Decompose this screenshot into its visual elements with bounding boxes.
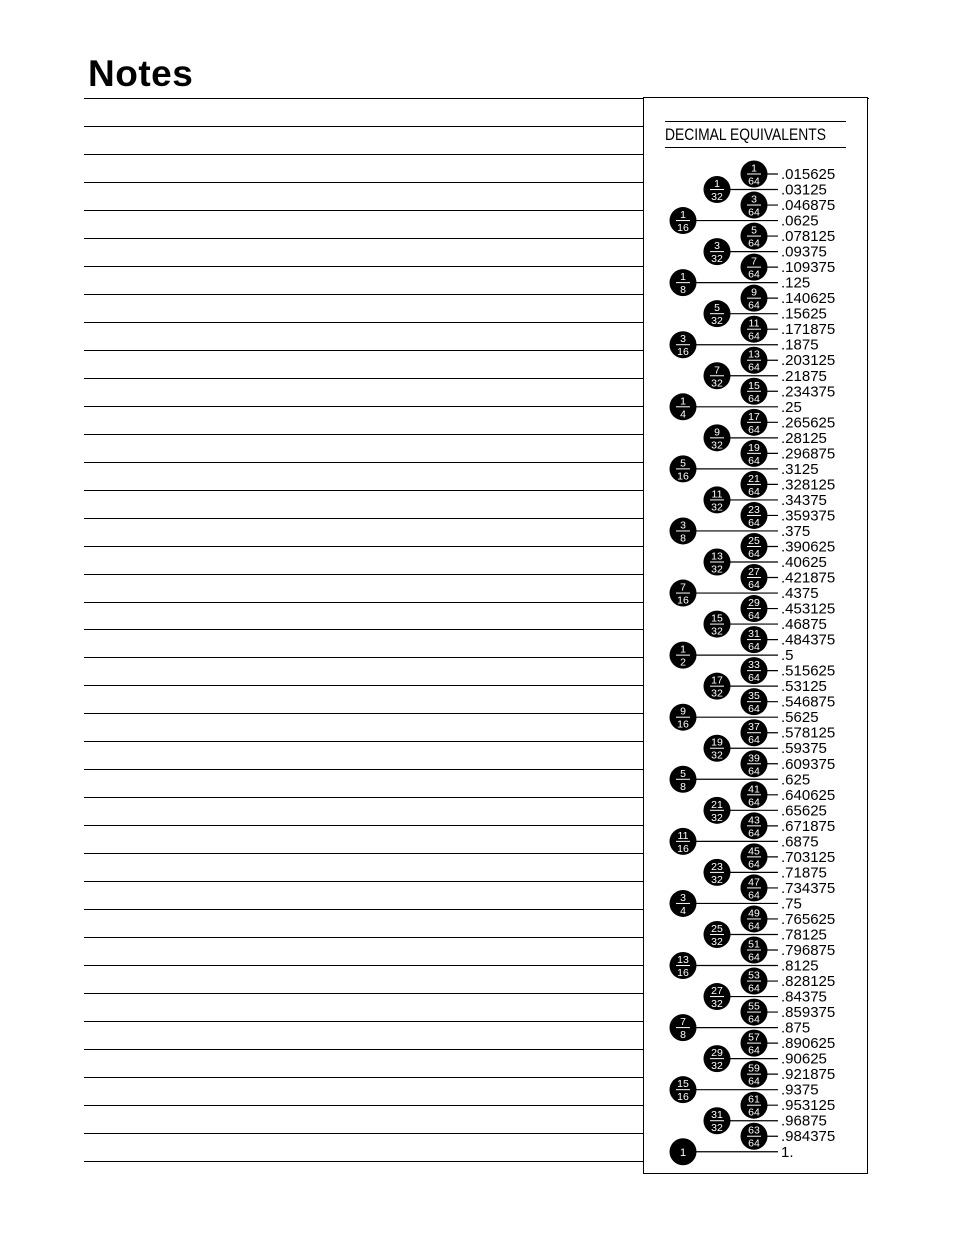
fraction-numerator: 1 — [680, 209, 686, 222]
fraction-denominator: 64 — [748, 827, 760, 840]
decimal-value: .703125 — [781, 848, 836, 866]
decimal-value: .078125 — [781, 228, 836, 246]
decimal-value: .546875 — [781, 693, 836, 711]
fraction-denominator: 64 — [748, 765, 760, 778]
fraction-numerator: 13 — [711, 550, 723, 563]
decimal-value: .390625 — [781, 538, 836, 556]
fraction-numerator: 55 — [748, 1000, 760, 1013]
decimal-value: .5625 — [781, 709, 819, 727]
fraction-numerator: 57 — [748, 1031, 760, 1044]
decimal-value: .453125 — [781, 600, 836, 618]
fraction-denominator: 64 — [748, 641, 760, 654]
fraction-numerator: 23 — [748, 503, 760, 516]
decimal-value: .1875 — [781, 336, 819, 354]
fraction-denominator: 16 — [677, 470, 689, 483]
fraction-denominator: 32 — [711, 873, 723, 886]
decimal-value: .15625 — [781, 305, 827, 323]
fraction-numerator: 51 — [748, 938, 760, 951]
fraction-numerator: 1 — [714, 178, 720, 191]
decimal-value: .625 — [781, 771, 811, 789]
whole-number: 1 — [679, 1146, 687, 1159]
fraction-numerator: 37 — [748, 721, 760, 734]
fraction-denominator: 64 — [748, 703, 760, 716]
fraction-denominator: 64 — [748, 672, 760, 685]
fraction-numerator: 11 — [748, 317, 760, 330]
decimal-value: .859375 — [781, 1004, 836, 1022]
fraction-denominator: 32 — [711, 625, 723, 638]
fraction-denominator: 64 — [748, 1137, 760, 1150]
decimal-value: .03125 — [781, 181, 827, 199]
decimal-value: .765625 — [781, 910, 836, 928]
fraction-denominator: 64 — [748, 796, 760, 809]
fraction-denominator: 64 — [748, 392, 760, 405]
fraction-numerator: 3 — [714, 240, 720, 253]
decimal-value: .734375 — [781, 879, 836, 897]
fraction-numerator: 7 — [751, 255, 757, 268]
fraction-denominator: 64 — [748, 423, 760, 436]
decimal-value: .046875 — [781, 197, 836, 215]
decimal-value: .015625 — [781, 166, 836, 183]
fraction-numerator: 7 — [680, 1016, 686, 1029]
decimal-value: .75 — [781, 895, 802, 913]
fraction-numerator: 43 — [748, 814, 760, 827]
decimal-value: .265625 — [781, 414, 836, 432]
fraction-denominator: 64 — [748, 485, 760, 498]
page-title: Notes — [88, 53, 194, 94]
decimal-value: .96875 — [781, 1112, 827, 1130]
decimal-value: .6875 — [781, 833, 819, 851]
decimal-value: .8125 — [781, 957, 819, 975]
fraction-numerator: 33 — [748, 659, 760, 672]
decimal-value: .5 — [781, 647, 794, 665]
fraction-numerator: 11 — [711, 488, 723, 501]
decimal-value: .46875 — [781, 616, 827, 634]
fraction-numerator: 13 — [677, 954, 689, 967]
fraction-denominator: 16 — [677, 967, 689, 980]
fraction-denominator: 32 — [711, 253, 723, 266]
decimal-value: .609375 — [781, 755, 836, 773]
fraction-denominator: 32 — [711, 377, 723, 390]
fraction-numerator: 29 — [711, 1047, 723, 1060]
fraction-numerator: 63 — [748, 1124, 760, 1137]
fraction-denominator: 64 — [748, 951, 760, 964]
fraction-denominator: 8 — [680, 1029, 686, 1042]
fraction-denominator: 64 — [748, 330, 760, 343]
fraction-numerator: 21 — [748, 472, 760, 485]
fraction-denominator: 64 — [748, 858, 760, 871]
fraction-numerator: 61 — [748, 1093, 760, 1106]
fraction-numerator: 31 — [711, 1109, 723, 1122]
fraction-denominator: 64 — [748, 982, 760, 995]
fraction-denominator: 64 — [748, 547, 760, 560]
fraction-denominator: 16 — [677, 346, 689, 359]
fraction-numerator: 19 — [748, 441, 760, 454]
fraction-denominator: 8 — [680, 780, 686, 793]
fraction-numerator: 19 — [711, 736, 723, 749]
fraction-denominator: 8 — [680, 532, 686, 545]
decimal-value: .71875 — [781, 864, 827, 882]
fraction-denominator: 16 — [677, 222, 689, 235]
fraction-denominator: 64 — [748, 579, 760, 592]
fraction-denominator: 32 — [711, 811, 723, 824]
decimal-value: .890625 — [781, 1035, 836, 1053]
fraction-numerator: 11 — [677, 829, 689, 842]
fraction-numerator: 47 — [748, 876, 760, 889]
fraction-denominator: 64 — [748, 454, 760, 467]
decimal-value: .328125 — [781, 476, 836, 494]
fraction-numerator: 3 — [680, 519, 686, 532]
decimal-value: .953125 — [781, 1097, 836, 1115]
fraction-denominator: 32 — [711, 1122, 723, 1135]
fraction-denominator: 32 — [711, 1060, 723, 1073]
fraction-numerator: 3 — [751, 193, 757, 206]
decimal-value: .78125 — [781, 926, 827, 944]
fraction-numerator: 1 — [680, 271, 686, 284]
decimal-value: .09375 — [781, 243, 827, 261]
decimal-value: .34375 — [781, 491, 827, 509]
decimal-value: .4375 — [781, 585, 819, 603]
decimal-value: .9375 — [781, 1081, 819, 1099]
fraction-denominator: 32 — [711, 998, 723, 1011]
fraction-numerator: 25 — [748, 534, 760, 547]
decimal-value: .40625 — [781, 554, 827, 571]
decimal-value: .90625 — [781, 1050, 827, 1068]
fraction-denominator: 32 — [711, 935, 723, 948]
decimal-value: .65625 — [781, 802, 827, 820]
decimal-value: .3125 — [781, 460, 819, 478]
decimal-value: .671875 — [781, 817, 836, 835]
fraction-numerator: 49 — [748, 907, 760, 920]
fraction-denominator: 32 — [711, 315, 723, 328]
fraction-denominator: 32 — [711, 687, 723, 700]
fraction-numerator: 41 — [748, 783, 760, 796]
fraction-denominator: 2 — [680, 656, 686, 669]
decimal-value: .28125 — [781, 429, 827, 447]
decimal-value: .140625 — [781, 290, 836, 308]
decimal-value: .234375 — [781, 383, 836, 401]
fraction-numerator: 9 — [714, 426, 720, 439]
fraction-numerator: 15 — [711, 612, 723, 625]
fraction-denominator: 64 — [748, 1013, 760, 1026]
fraction-numerator: 5 — [751, 224, 757, 237]
fraction-denominator: 16 — [677, 718, 689, 731]
fraction-numerator: 1 — [680, 395, 686, 408]
fraction-numerator: 9 — [680, 705, 686, 718]
fraction-numerator: 1 — [680, 643, 686, 656]
fraction-denominator: 16 — [677, 594, 689, 607]
decimal-value: .59375 — [781, 740, 827, 758]
decimal-value: .359375 — [781, 507, 836, 525]
fraction-denominator: 64 — [748, 1044, 760, 1057]
decimal-value: .21875 — [781, 367, 827, 385]
fraction-numerator: 3 — [680, 333, 686, 346]
fraction-numerator: 21 — [711, 798, 723, 811]
fraction-denominator: 64 — [748, 361, 760, 374]
decimal-value: .171875 — [781, 321, 836, 339]
fraction-numerator: 27 — [748, 566, 760, 579]
fraction-numerator: 15 — [677, 1078, 689, 1091]
fraction-numerator: 1 — [751, 162, 757, 175]
fraction-numerator: 5 — [714, 302, 720, 315]
fraction-numerator: 31 — [748, 628, 760, 641]
decimal-value: .109375 — [781, 259, 836, 277]
decimal-value: .84375 — [781, 988, 827, 1006]
fraction-numerator: 17 — [711, 674, 723, 687]
fraction-denominator: 64 — [748, 299, 760, 312]
fraction-denominator: 4 — [680, 408, 686, 421]
fraction-denominator: 32 — [711, 191, 723, 204]
fraction-denominator: 32 — [711, 563, 723, 576]
decimal-value: .296875 — [781, 445, 836, 463]
decimal-value: .578125 — [781, 724, 836, 742]
fraction-denominator: 8 — [680, 284, 686, 297]
fraction-denominator: 16 — [677, 1091, 689, 1104]
decimal-value: .484375 — [781, 631, 836, 649]
decimal-value: .203125 — [781, 352, 836, 370]
fraction-numerator: 59 — [748, 1062, 760, 1075]
fraction-denominator: 64 — [748, 237, 760, 250]
fraction-denominator: 64 — [748, 920, 760, 933]
fraction-denominator: 16 — [677, 842, 689, 855]
decimal-value: .25 — [781, 398, 802, 416]
fraction-denominator: 64 — [748, 516, 760, 529]
decimal-value: .421875 — [781, 569, 836, 587]
decimal-value: .125 — [781, 274, 811, 292]
fraction-denominator: 64 — [748, 1106, 760, 1119]
fraction-denominator: 32 — [711, 439, 723, 452]
fraction-numerator: 27 — [711, 985, 723, 998]
fraction-numerator: 23 — [711, 860, 723, 873]
fraction-denominator: 32 — [711, 749, 723, 762]
decimal-value: .875 — [781, 1019, 811, 1037]
decimal-value: .53125 — [781, 678, 827, 696]
decimal-value: .796875 — [781, 942, 836, 959]
fraction-numerator: 17 — [748, 410, 760, 423]
decimal-value: .984375 — [781, 1128, 836, 1146]
fraction-denominator: 64 — [748, 889, 760, 902]
fraction-numerator: 29 — [748, 597, 760, 610]
fraction-denominator: 64 — [748, 734, 760, 747]
fraction-denominator: 64 — [748, 268, 760, 281]
fraction-denominator: 32 — [711, 501, 723, 514]
fraction-numerator: 35 — [748, 690, 760, 703]
fraction-numerator: 45 — [748, 845, 760, 858]
fraction-denominator: 64 — [748, 206, 760, 219]
fraction-numerator: 5 — [680, 457, 686, 470]
decimal-value: .640625 — [781, 786, 836, 804]
fraction-denominator: 64 — [748, 610, 760, 623]
fraction-numerator: 13 — [748, 348, 760, 361]
fraction-numerator: 9 — [751, 286, 757, 299]
decimal-value: 1. — [781, 1143, 794, 1161]
decimal-value: .921875 — [781, 1066, 836, 1084]
fraction-numerator: 39 — [748, 752, 760, 765]
fraction-numerator: 53 — [748, 969, 760, 982]
fraction-denominator: 64 — [748, 1075, 760, 1088]
fraction-numerator: 7 — [714, 364, 720, 377]
fraction-numerator: 25 — [711, 922, 723, 935]
decimal-equivalents-heading: DECIMAL EQUIVALENTS — [665, 126, 826, 144]
fraction-numerator: 7 — [680, 581, 686, 594]
fraction-numerator: 15 — [748, 379, 760, 392]
decimal-value: .515625 — [781, 662, 836, 680]
fraction-numerator: 5 — [680, 767, 686, 780]
decimal-value: .828125 — [781, 973, 836, 991]
fraction-denominator: 64 — [748, 175, 760, 188]
fraction-denominator: 4 — [680, 904, 686, 917]
decimal-value: .375 — [781, 522, 811, 540]
fraction-numerator: 3 — [680, 891, 686, 904]
decimal-value: .0625 — [781, 212, 819, 230]
